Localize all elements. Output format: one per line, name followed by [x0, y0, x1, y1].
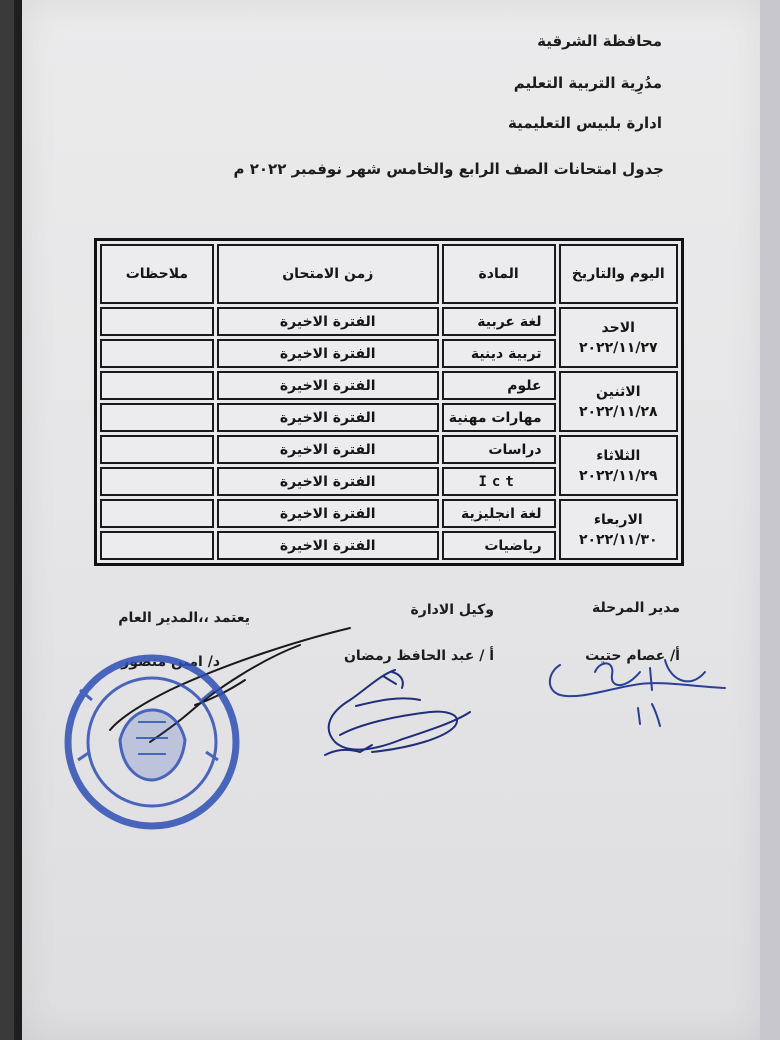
exam-time-cell: الفترة الاخيرة — [217, 371, 439, 400]
exam-time-cell: الفترة الاخيرة — [217, 531, 439, 560]
exam-date: ٢٠٢٢/١١/٣٠ — [578, 531, 658, 548]
day-name: الاربعاء — [593, 511, 643, 528]
subject-cell: دراسات — [442, 435, 556, 464]
header-exam-time: زمن الامتحان — [217, 244, 439, 304]
deputy-name: أ / عبد الحافظ رمضان — [343, 648, 494, 664]
day-name: الثلاثاء — [596, 447, 641, 464]
exam-date: ٢٠٢٢/١١/٢٨ — [578, 403, 658, 420]
general-manager-name: د/ امين منصور — [121, 654, 220, 670]
governorate-heading: محافظة الشرقية — [537, 32, 662, 50]
directorate-heading: مدُرِية التربية التعليم — [513, 74, 662, 92]
subject-cell: علوم — [442, 371, 556, 400]
stage-manager-signature — [550, 660, 725, 726]
header-day-date: اليوم والتاريخ — [559, 244, 678, 304]
exam-time-cell: الفترة الاخيرة — [217, 339, 439, 368]
subject-cell: رياضيات — [442, 531, 556, 560]
general-manager-title: يعتمد ،،المدير العام — [118, 610, 250, 626]
stage-manager-title: مدير المرحلة — [591, 600, 680, 616]
exam-time-cell: الفترة الاخيرة — [217, 499, 439, 528]
subject-cell: لغة انجليزية — [442, 499, 556, 528]
exam-date: ٢٠٢٢/١١/٢٩ — [578, 467, 658, 484]
exam-time-cell: الفترة الاخيرة — [217, 435, 439, 464]
subject-cell: مهارات مهنية — [442, 403, 556, 432]
subject-cell: تربية دينية — [442, 339, 556, 368]
exam-time-cell: الفترة الاخيرة — [217, 467, 439, 496]
day-name: الاثنين — [596, 383, 641, 400]
stage-manager-name: أ/ عصام حتيت — [585, 648, 680, 664]
deputy-title: وكيل الادارة — [410, 602, 494, 618]
official-stamp — [68, 658, 236, 826]
administration-heading: ادارة بلبيس التعليمية — [507, 114, 662, 132]
exam-date: ٢٠٢٢/١١/٢٧ — [578, 339, 658, 356]
exam-time-cell: الفترة الاخيرة — [217, 403, 439, 432]
subject-cell: Ict — [442, 467, 556, 496]
exam-time-cell: الفترة الاخيرة — [217, 307, 439, 336]
deputy-signature — [325, 670, 470, 755]
header-notes: ملاحظات — [100, 244, 214, 304]
subject-cell: لغة عربية — [442, 307, 556, 336]
schedule-title: جدول امتحانات الصف الرابع والخامس شهر نوفمبر ٢٠٢٢ م — [233, 160, 664, 178]
header-subject: المادة — [442, 244, 556, 304]
day-name: الاحد — [601, 319, 635, 336]
